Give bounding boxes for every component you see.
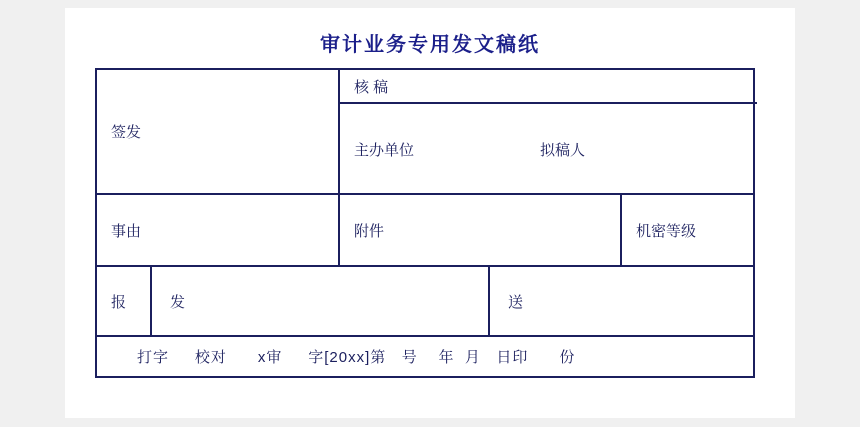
year-label: 年 xyxy=(438,349,455,366)
document-page xyxy=(65,8,795,418)
doc-number-label: 字[20xx]第 xyxy=(308,349,387,366)
cell-reason[interactable] xyxy=(97,195,340,265)
drafter-label: 拟稿人 xyxy=(540,142,586,159)
footer-fields xyxy=(97,337,753,376)
host-unit-label: 主办单位 xyxy=(354,142,415,159)
review-label: 核 稿 xyxy=(354,78,389,96)
cell-send[interactable] xyxy=(490,267,757,335)
cell-review[interactable] xyxy=(340,70,757,104)
footer-gap-3 xyxy=(282,348,308,365)
cell-drafter[interactable] xyxy=(520,104,757,195)
footer-gap-1 xyxy=(169,348,195,365)
number-label: 号 xyxy=(401,349,418,366)
form-row-reason-attachment xyxy=(97,195,753,267)
footer-gap-5 xyxy=(418,348,439,365)
proofread-label: 校对 xyxy=(194,349,227,366)
footer-gap-8 xyxy=(528,348,559,365)
form-row-distribution xyxy=(97,267,753,337)
typing-label: 打字 xyxy=(137,349,170,366)
send-label: 送 xyxy=(508,293,524,311)
page-title: 审计业务专用发文稿纸 xyxy=(320,32,540,56)
month-label: 月 xyxy=(464,349,481,366)
issue-label: 发 xyxy=(170,293,186,311)
cell-host-unit[interactable] xyxy=(340,104,520,195)
sign-issue-label: 签发 xyxy=(111,124,142,141)
reason-label: 事由 xyxy=(111,222,142,240)
day-print-label: 日印 xyxy=(496,349,529,366)
footer-gap-7 xyxy=(481,348,497,365)
cell-report[interactable] xyxy=(97,267,152,335)
report-label: 报 xyxy=(111,293,127,311)
cell-attachment[interactable] xyxy=(340,195,622,265)
cell-issue[interactable] xyxy=(152,267,490,335)
audit-label: x审 xyxy=(257,349,283,366)
cell-sign-issue[interactable] xyxy=(97,70,340,193)
footer-gap-6 xyxy=(455,348,465,365)
copies-label: 份 xyxy=(559,349,576,366)
form-row-sign-review xyxy=(97,70,753,195)
cell-confidential-level[interactable] xyxy=(622,195,757,265)
form-row-footer xyxy=(97,337,753,376)
document-form-table xyxy=(95,68,755,378)
footer-gap-2 xyxy=(227,348,258,365)
footer-gap-4 xyxy=(386,348,402,365)
confidential-level-label: 机密等级 xyxy=(636,222,697,240)
attachment-label: 附件 xyxy=(354,222,385,240)
